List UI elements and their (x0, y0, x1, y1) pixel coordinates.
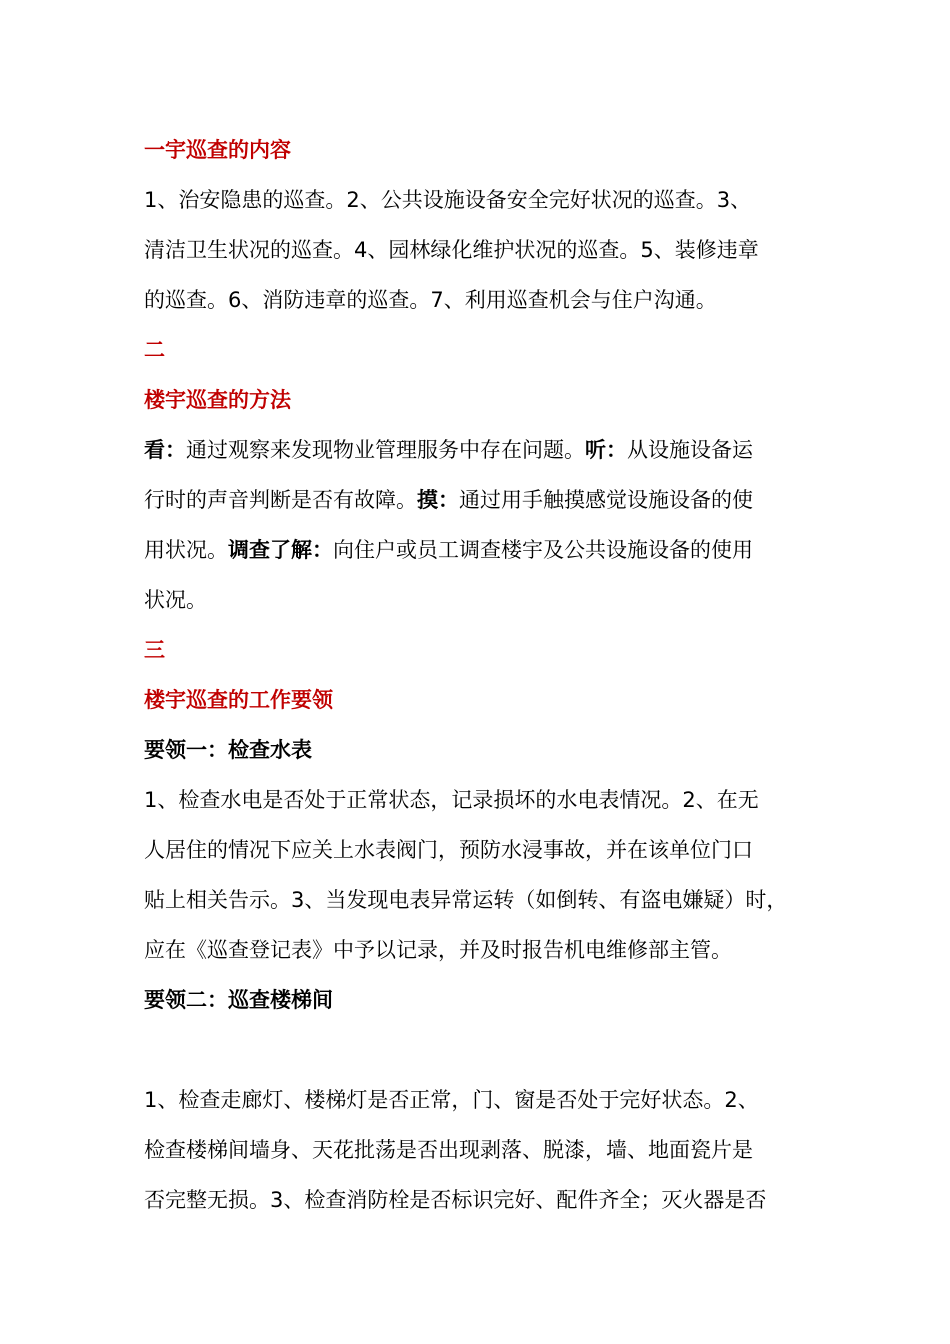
point1-line-1: 1、检查水电是否处于正常状态，记录损坏的水电表情况。2、在无 (144, 788, 759, 812)
section2-line-1 (144, 425, 834, 475)
method-survey-text: 向住户或员工调查楼宇及公共设施设备的使用 (333, 538, 753, 562)
section1-title: 一宇巡查的内容 (144, 138, 291, 162)
section1-line-1: 1、治安隐患的巡查。2、公共设施设备安全完好状况的巡查。3、 (144, 188, 752, 212)
point2-line-2: 检查楼梯间墙身、天花批荡是否出现剥落、脱漆，墙、地面瓷片是 (144, 1138, 753, 1162)
point1-line-4: 应在《巡查登记表》中予以记录，并及时报告机电维修部主管。 (144, 938, 732, 962)
section2-title: 楼宇巡查的方法 (144, 388, 291, 412)
point1-line-3: 贴上相关告示。3、当发现电表异常运转（如倒转、有盗电嫌疑）时， (144, 888, 788, 912)
method-look-text: 通过观察来发现物业管理服务中存在问题。 (186, 438, 585, 462)
method-survey-label: 调查了解： (228, 538, 333, 562)
paragraph-gap (144, 1025, 834, 1075)
method-listen-text: 从设施设备运 (627, 438, 753, 462)
point2-line-1: 1、检查走廊灯、楼梯灯是否正常，门、窗是否处于完好状态。2、 (144, 1088, 759, 1112)
document-page (144, 125, 834, 1225)
point2-heading: 要领二：巡查楼梯间 (144, 988, 333, 1012)
section2-line-3 (144, 525, 834, 575)
method-listen-text-cont: 行时的声音判断是否有故障。 (144, 488, 417, 512)
method-listen-label: 听： (585, 438, 627, 462)
point1-heading: 要领一：检查水表 (144, 738, 312, 762)
section2-line-4: 状况。 (144, 588, 207, 612)
method-touch-text: 通过用手触摸感觉设施设备的使 (459, 488, 753, 512)
section3-number: 三 (144, 638, 165, 662)
method-look-label: 看： (144, 438, 186, 462)
section2-line-2 (144, 475, 834, 525)
method-touch-text-cont: 用状况。 (144, 538, 228, 562)
point1-line-2: 人居住的情况下应关上水表阀门，预防水浸事故，并在该单位门口 (144, 838, 753, 862)
section1-line-2: 清洁卫生状况的巡查。4、园林绿化维护状况的巡查。5、装修违章 (144, 238, 759, 262)
section1-line-3: 的巡查。6、消防违章的巡查。7、利用巡查机会与住户沟通。 (144, 288, 717, 312)
section3-title: 楼宇巡查的工作要领 (144, 688, 333, 712)
point2-line-3: 否完整无损。3、检查消防栓是否标识完好、配件齐全；灭火器是否 (144, 1188, 767, 1212)
section2-number: 二 (144, 338, 165, 362)
method-touch-label: 摸： (417, 488, 459, 512)
